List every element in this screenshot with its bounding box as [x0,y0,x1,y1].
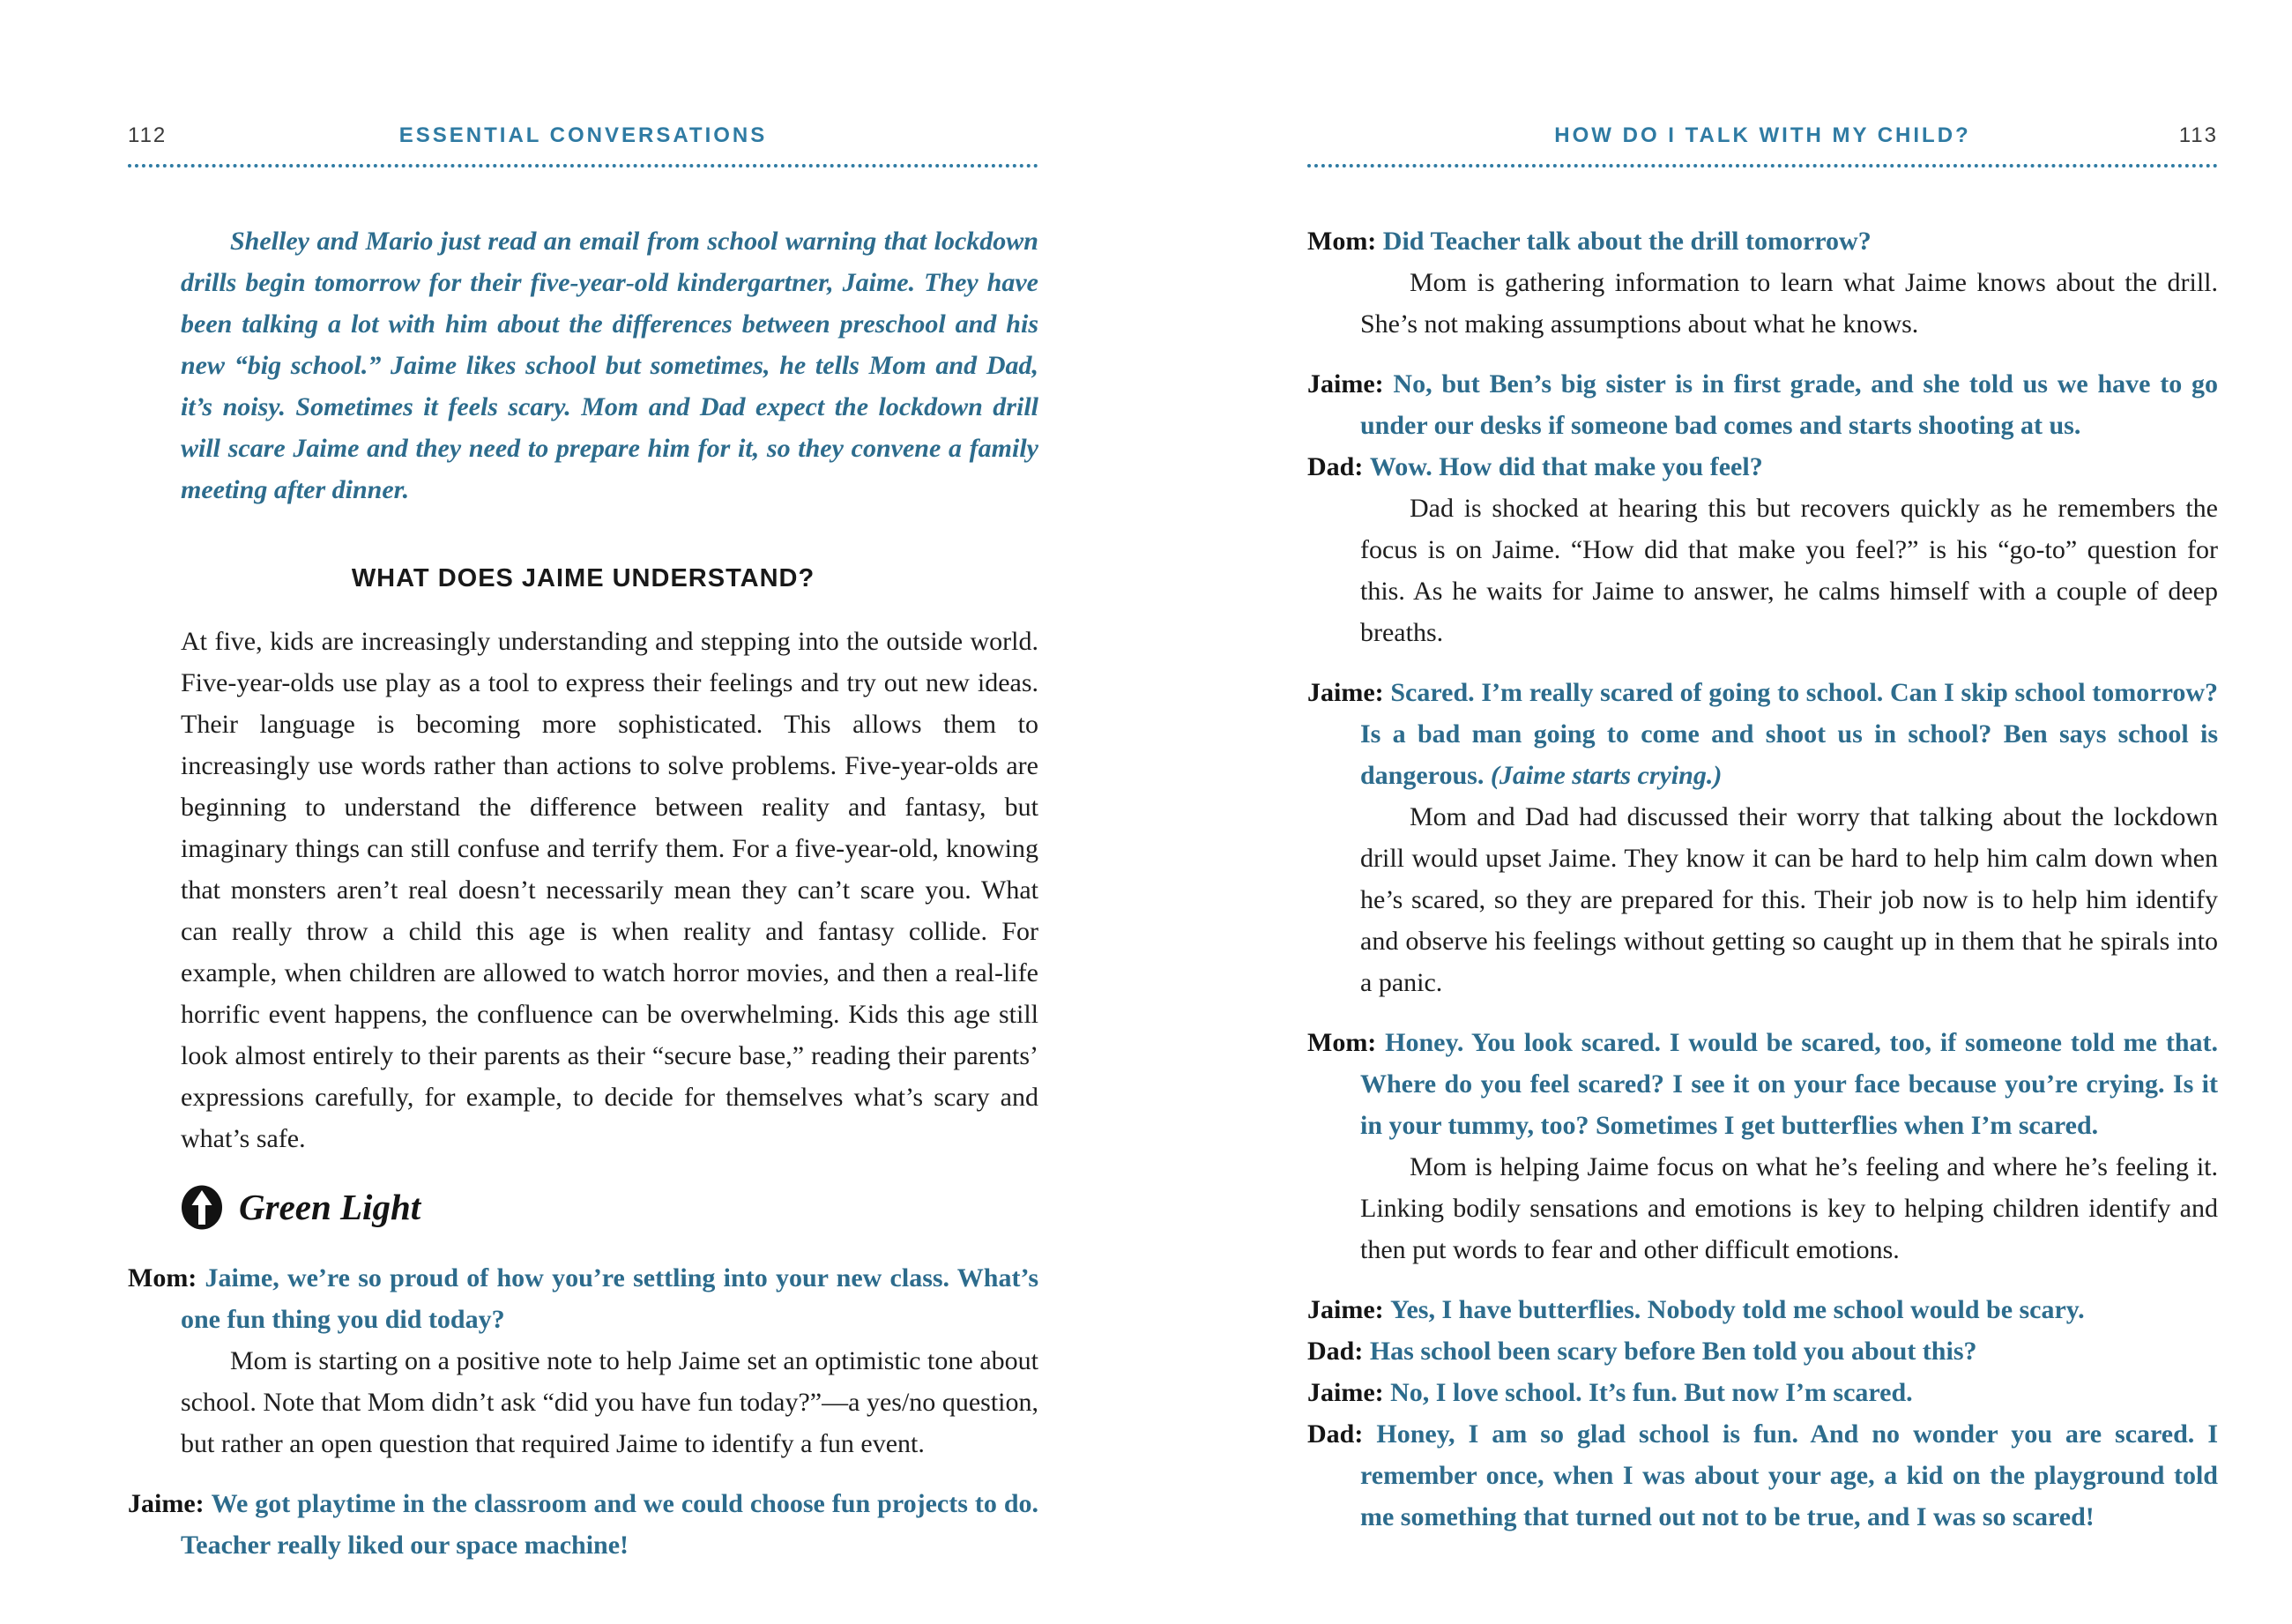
dialogue-text: Honey, I am so glad school is fun. And no wonder you are scared. I remember once, when I was about your age, a kid on the playground told me something that turned out not to be true, and I was so scared! [1360,1419,2218,1531]
green-light-heading: Green Light [239,1187,421,1227]
commentary-paragraph: Dad is shocked at hearing this but recovers quickly as he remembers the focus is on Jaime. “How did that make you feel?” is his “go-to” question for this. As he waits for Jaime to answer, he calms himself with a couple of deep breaths. [1360,494,2218,647]
commentary-paragraph: Mom is starting on a positive note to help Jaime set an optimistic tone about school. Note that Mom didn’t ask “did you have fun today?”—a yes/no question, but rather an open question that required Jaime to identify a fun event. [181,1346,1038,1458]
dialogue-line [1307,1413,2218,1538]
dialogue-text: Honey. You look scared. I would be scared, too, if someone told me that. Where do you feel scared? I see it on your face because you’re crying. Is it in your tummy, too? Sometimes I get butterflies when I’m scared. [1360,1028,2218,1140]
dialogue-line [128,1483,1039,1566]
speaker-label: Mom: [128,1263,197,1292]
speaker-label: Mom: [1307,227,1377,256]
dialogue-text: We got playtime in the classroom and we could choose fun projects to do. Teacher really liked our space machine! [181,1489,1039,1560]
dialogue-text: Has school been scary before Ben told you about this? [1369,1337,1977,1366]
dialogue-line [1307,1372,2218,1413]
dialogue-text: Did Teacher talk about the drill tomorrow? [1382,227,1872,256]
speaker-label: Jaime: [128,1489,205,1518]
section-heading: WHAT DOES JAIME UNDERSTAND? [351,564,815,592]
dialogue-line [1307,1022,2218,1146]
dialogue-text: No, I love school. It’s fun. But now I’m scared. [1390,1378,1913,1407]
dialogue-line [1307,220,2218,262]
speaker-label: Jaime: [1307,1378,1384,1407]
dialogue-text: Yes, I have butterflies. Nobody told me school would be scary. [1390,1295,2085,1324]
body-paragraph: At five, kids are increasingly understanding and stepping into the outside world. Five-year-olds use play as a tool to express their feelings and try out new ideas. Their language is becoming more sophisticated. This allows them to increasingly use words rather than actions to solve problems. Five-year-olds are beginning to understand the difference between reality and fantasy, but imaginary things can still confuse and terrify them. For a five-year-old, knowing that monsters aren’t real doesn’t necessarily mean they can’t scare you. What can really throw a child this age is when reality and fantasy collide. For example, when children are allowed to watch horror movies, and then a real-life horrific event happens, the confluence can be overwhelming. Kids this age still look almost entirely to their parents as their “secure base,” reading their parents’ expressions carefully, for example, to decide for themselves what’s scary and what’s safe. [181,627,1038,1153]
speaker-label: Jaime: [1307,678,1384,707]
speaker-label: Dad: [1307,1419,1364,1449]
speaker-label: Dad: [1307,452,1364,481]
commentary-paragraph: Mom is helping Jaime focus on what he’s feeling and where he’s feeling it. Linking bodily sensations and emotions is key to helping children identify and then put words to fear and other difficult emotions. [1360,1152,2218,1264]
green-light-section [181,1184,1038,1231]
speaker-label: Dad: [1307,1337,1364,1366]
page-header [1307,122,2218,150]
scenario-intro-paragraph: Shelley and Mario just read an email from school warning that lockdown drills begin tomorrow for their five-year-old kindergartner, Jaime. They have been talking a lot with him about the differences between preschool and his new “big school.” Jaime likes school but sometimes, he tells Mom and Dad, it’s noisy. Sometimes it feels scary. Mom and Dad expect the lockdown drill will scare Jaime and they need to prepare him for it, so they convene a family meeting after dinner. [181,227,1038,504]
page-right [1146,0,2292,1624]
dialogue-line [128,1257,1038,1340]
dotted-rule [128,164,1038,168]
up-arrow-in-circle-icon [181,1184,223,1231]
commentary-paragraph: Mom is gathering information to learn what Jaime knows about the drill. She’s not making assumptions about what he knows. [1360,268,2218,339]
dotted-rule [1307,164,2218,168]
page-header [128,122,1038,150]
dialogue-text: Wow. How did that make you feel? [1369,452,1763,481]
running-head: ESSENTIAL CONVERSATIONS [398,123,768,147]
page-number: 113 [2178,123,2218,147]
page-number: 112 [128,123,167,147]
dialogue-line [1307,446,2218,488]
dialogue-line [1307,672,2219,796]
stage-direction: (Jaime starts crying.) [1490,761,1723,790]
dialogue-line [1307,363,2219,446]
dialogue-line [1307,1330,2218,1372]
page-content [1307,220,2218,1538]
speaker-label: Jaime: [1307,1295,1384,1324]
speaker-label: Mom: [1307,1028,1377,1057]
dialogue-text: Scared. I’m really scared of going to school. Can I skip school tomorrow? Is a bad man going to come and shoot us in school? Ben says school is dangerous. [1360,678,2219,790]
running-head: HOW DO I TALK WITH MY CHILD? [1554,123,1971,147]
speaker-label: Jaime: [1307,369,1384,399]
commentary-paragraph: Mom and Dad had discussed their worry that talking about the lockdown drill would upset Jaime. They know it can be hard to help him calm down when he’s scared, so they are prepared for this. Their job now is to help him identify and observe his feelings without getting so caught up in them that he spirals into a panic. [1360,802,2218,997]
dialogue-line [1307,1289,2218,1330]
dialogue-text: No, but Ben’s big sister is in first grade, and she told us we have to go under our desks if someone bad comes and starts shooting at us. [1360,369,2219,440]
dialogue-text: Jaime, we’re so proud of how you’re settling into your new class. What’s one fun thing you did today? [181,1263,1038,1334]
page-content [128,220,1038,1566]
